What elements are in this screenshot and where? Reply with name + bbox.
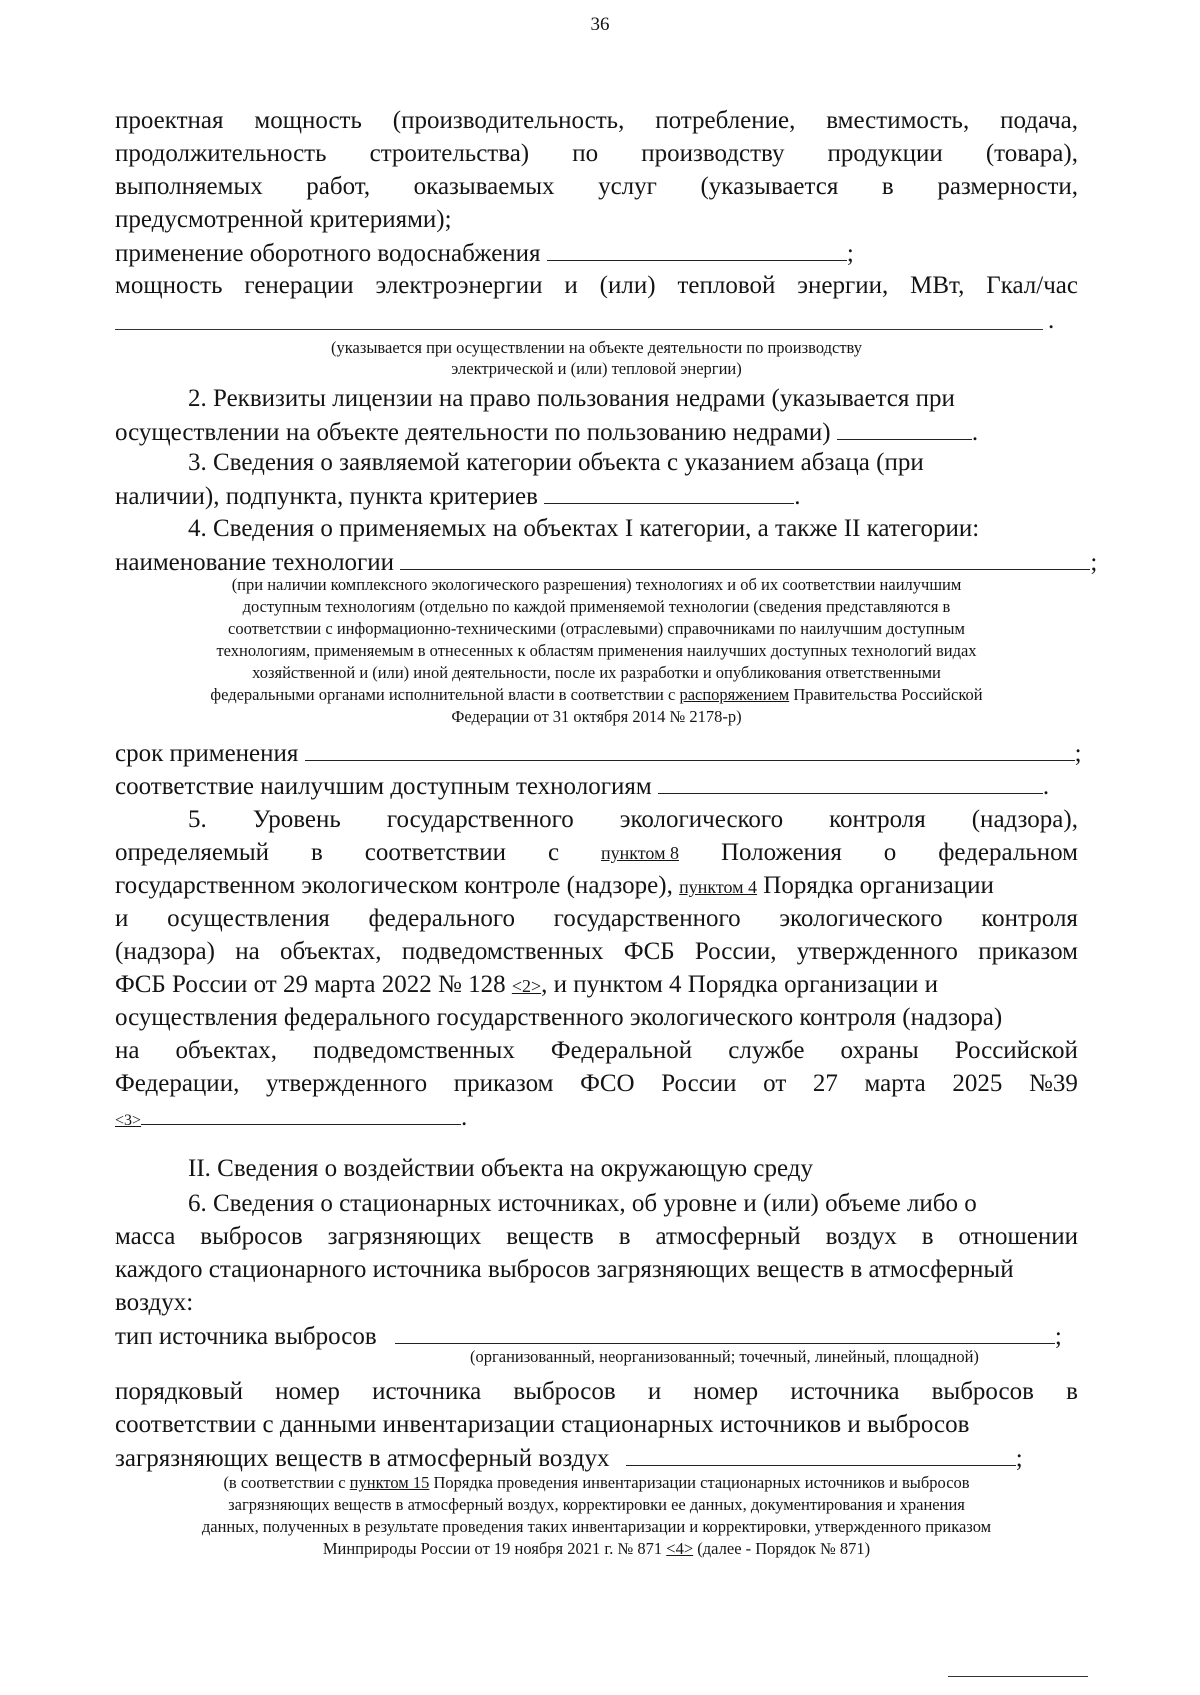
decree-link[interactable]: распоряжением [679, 685, 790, 704]
word: производству [641, 140, 785, 167]
word: осуществления [167, 905, 330, 932]
word: и [647, 1378, 662, 1405]
word: службе [728, 1037, 805, 1064]
word: (или) [599, 272, 656, 299]
word: (производительность, [392, 107, 625, 134]
generation-end: . [1048, 307, 1055, 334]
word: на [235, 938, 260, 965]
word: Российской [954, 1037, 1078, 1064]
footnote-3-link[interactable]: <3> [115, 1112, 142, 1129]
technology-note-7: Федерации от 31 октября 2014 № 2178-р) [451, 707, 742, 726]
word: охраны [840, 1037, 919, 1064]
word: работ, [306, 173, 371, 200]
word: 27 [812, 1070, 838, 1097]
word: порядковый [115, 1378, 243, 1405]
word: источника [372, 1378, 482, 1405]
source-number-line-1 [115, 1377, 1078, 1407]
technology-note-3: соответствии с информационно-техническими (отраслевыми) справочниками по наилучшим доступным [228, 619, 965, 638]
word: номер [693, 1378, 759, 1405]
word: продукции [827, 140, 943, 167]
word: потребление, [655, 107, 796, 134]
item5-line-5 [115, 937, 1078, 967]
word: выполняемых [115, 173, 263, 200]
word: Гкал/час [986, 272, 1078, 299]
item5-line-7: осуществления федерального государственного экологического контроля (надзора) [115, 1004, 1003, 1031]
technology-note-6: федеральными органами исполнительной власти в соответствии с распоряжением Правительства Российской [210, 685, 983, 704]
word: воздух [825, 1223, 897, 1250]
word: на [115, 1037, 140, 1064]
item5-line-2: определяемый в соответствии с пунктом 8 Положения о федеральном [115, 839, 1078, 866]
capacity-line-2 [115, 139, 1078, 169]
word: объектах, [280, 938, 382, 965]
word: проектная [115, 107, 224, 134]
water-supply-label: применение оборотного водоснабжения [115, 240, 541, 267]
word: и [564, 272, 578, 299]
word: приказом [453, 1070, 554, 1097]
word: контроля [981, 905, 1078, 932]
word: объектах, [175, 1037, 278, 1064]
item3-line-2: наличии), подпункта, пункта критериев . [115, 483, 801, 510]
word: подведомственных [401, 938, 604, 965]
technology-note-1: (при наличии комплексного экологического разрешения) технологиях и об их соответствии наилучшим [231, 575, 962, 594]
word: (надзора) [115, 938, 215, 965]
word: ФСБ [623, 938, 675, 965]
source-type-note: (организованный, неорганизованный; точечный, линейный, площадной) [470, 1347, 979, 1366]
clause-8-link[interactable]: пунктом 8 [601, 843, 679, 863]
technology-line: наименование технологии ; [115, 549, 1098, 576]
word: контроля [829, 806, 926, 833]
word: мощность [254, 107, 362, 134]
word: продолжительность [115, 140, 327, 167]
footnote-4-link[interactable]: <4> [666, 1539, 694, 1558]
source-number-field[interactable] [626, 1443, 1016, 1466]
word: приказом [978, 938, 1078, 965]
water-supply-field[interactable] [547, 238, 847, 261]
section-2-heading: II. Сведения о воздействии объекта на окружающую среду [188, 1155, 813, 1182]
word: услуг [598, 173, 657, 200]
word: выбросов [513, 1378, 616, 1405]
word: утвержденного [265, 1070, 428, 1097]
bat-field[interactable] [658, 771, 1043, 794]
item5-line-1 [188, 805, 1078, 835]
word: 5. [188, 806, 207, 833]
word: оказываемых [413, 173, 555, 200]
word: от [763, 1070, 787, 1097]
word: выбросов [931, 1378, 1034, 1405]
item5-line-4 [115, 904, 1078, 934]
word: энергии, [797, 272, 889, 299]
word: МВт, [910, 272, 965, 299]
word: экологического [619, 806, 784, 833]
item5-line-9 [115, 1069, 1078, 1099]
capacity-line-3 [115, 172, 1078, 202]
word: выбросов [200, 1223, 303, 1250]
item5-line-3: государственном экологическом контроле (надзоре), пунктом 4 Порядка организации [115, 872, 994, 899]
word: атмосферный [655, 1223, 801, 1250]
technology-note-2: доступным технологиям (отдельно по каждой применяемой технологии (сведения представляются в [242, 597, 951, 616]
clause-4-link[interactable]: пунктом 4 [679, 877, 758, 897]
word: федерального [368, 905, 515, 932]
word: ФСО [580, 1070, 635, 1097]
word: размерности, [937, 173, 1078, 200]
license-field[interactable] [837, 417, 972, 440]
word: масса [115, 1223, 176, 1250]
generation-line [115, 271, 1078, 301]
word: (надзора), [971, 806, 1078, 833]
word: России [661, 1070, 737, 1097]
word: России, [694, 938, 777, 965]
generation-note-2: электрической и (или) тепловой энергии) [451, 359, 742, 378]
technology-field[interactable] [400, 547, 1090, 570]
inventory-note-1: (в соответствии с пунктом 15 Порядка проведения инвентаризации стационарных источников и выбросов [223, 1473, 970, 1492]
word: отношении [958, 1223, 1078, 1250]
word: марта [864, 1070, 926, 1097]
technology-note-5: хозяйственной и (или) иной деятельности, после их разработки и опубликования ответственными [252, 663, 941, 682]
source-type-line: тип источника выбросов ; [115, 1323, 1062, 1350]
item2-line-2: осуществлении на объекте деятельности по пользованию недрами) . [115, 419, 979, 446]
word: в [881, 173, 894, 200]
word: Федерации, [115, 1070, 240, 1097]
item6-line-2 [115, 1222, 1078, 1252]
water-supply-line: применение оборотного водоснабжения ; [115, 240, 854, 267]
word: в [921, 1223, 934, 1250]
word: источника [790, 1378, 900, 1405]
word: утвержденного [796, 938, 958, 965]
item2-line-1: 2. Реквизиты лицензии на право пользования недрами (указывается при [188, 385, 955, 412]
word: в [618, 1223, 631, 1250]
term-line: срок применения ; [115, 740, 1082, 767]
item6-line-3: каждого стационарного источника выбросов загрязняющих веществ в атмосферный [115, 1256, 1014, 1283]
word: электроэнергии [375, 272, 543, 299]
item4-line-1: 4. Сведения о применяемых на объектах I категории, а также II категории: [188, 515, 980, 542]
bottom-rule [948, 1676, 1088, 1677]
control-level-field[interactable] [141, 1102, 461, 1125]
word: экологического [779, 905, 943, 932]
word: мощность [115, 272, 223, 299]
word: 2025 [952, 1070, 1003, 1097]
technology-note-4: технологиям, применяемым в отнесенных к областям применения наилучших доступных технологий видах [216, 641, 977, 660]
word: №39 [1029, 1070, 1078, 1097]
word: подача, [1000, 107, 1078, 134]
item5-line-6: ФСБ России от 29 марта 2022 № 128 <2>, и пунктом 4 Порядка организации и [115, 971, 939, 998]
word: вместимость, [826, 107, 970, 134]
word: (товара), [985, 140, 1078, 167]
inventory-note-4: Минприроды России от 19 ноября 2021 г. № 871 <4> (далее - Порядок № 871) [322, 1539, 871, 1558]
capacity-line-1 [115, 106, 1078, 136]
inventory-note-2: загрязняющих веществ в атмосферный воздух, корректировки ее данных, документирования и хранения [228, 1495, 965, 1514]
item6-line-1: 6. Сведения о стационарных источниках, об уровне и (или) объеме либо о [188, 1190, 977, 1217]
word: и [115, 905, 129, 932]
word: в [1066, 1378, 1078, 1405]
word: загрязняющих [327, 1223, 482, 1250]
item5-line-8 [115, 1036, 1078, 1066]
word: государственного [386, 806, 574, 833]
word: (указывается [700, 173, 839, 200]
word: номер [275, 1378, 340, 1405]
generation-field[interactable] [115, 329, 1043, 330]
word: строительства) [369, 140, 530, 167]
generation-note-1: (указывается при осуществлении на объекте деятельности по производству [330, 338, 863, 357]
bat-line: соответствие наилучшим доступным технологиям . [115, 773, 1050, 800]
source-number-line-2: соответствии с данными инвентаризации стационарных источников и выбросов [115, 1411, 970, 1438]
category-field[interactable] [544, 481, 794, 504]
word: государственного [553, 905, 741, 932]
word: по [572, 140, 599, 167]
item6-line-4: воздух: [115, 1289, 194, 1316]
term-field[interactable] [305, 738, 1075, 761]
word: генерации [244, 272, 354, 299]
capacity-line-4: предусмотренной критериями); [115, 206, 452, 233]
word: подведомственных [313, 1037, 515, 1064]
word: Федеральной [550, 1037, 693, 1064]
inventory-note-3: данных, полученных в результате проведения таких инвентаризации и корректировки, утвержденного приказом [201, 1517, 992, 1536]
item5-line-10: <3> . [115, 1104, 468, 1131]
word: веществ [506, 1223, 594, 1250]
item3-line-1: 3. Сведения о заявляемой категории объекта с указанием абзаца (при [188, 449, 924, 476]
word: тепловой [677, 272, 776, 299]
footnote-2-link[interactable]: <2> [511, 976, 542, 996]
source-type-field[interactable] [395, 1321, 1055, 1344]
word: Уровень [252, 806, 341, 833]
page-number: 36 [590, 14, 610, 35]
source-number-line-3: загрязняющих веществ в атмосферный воздух ; [115, 1445, 1023, 1472]
clause-15-link[interactable]: пунктом 15 [349, 1473, 430, 1492]
